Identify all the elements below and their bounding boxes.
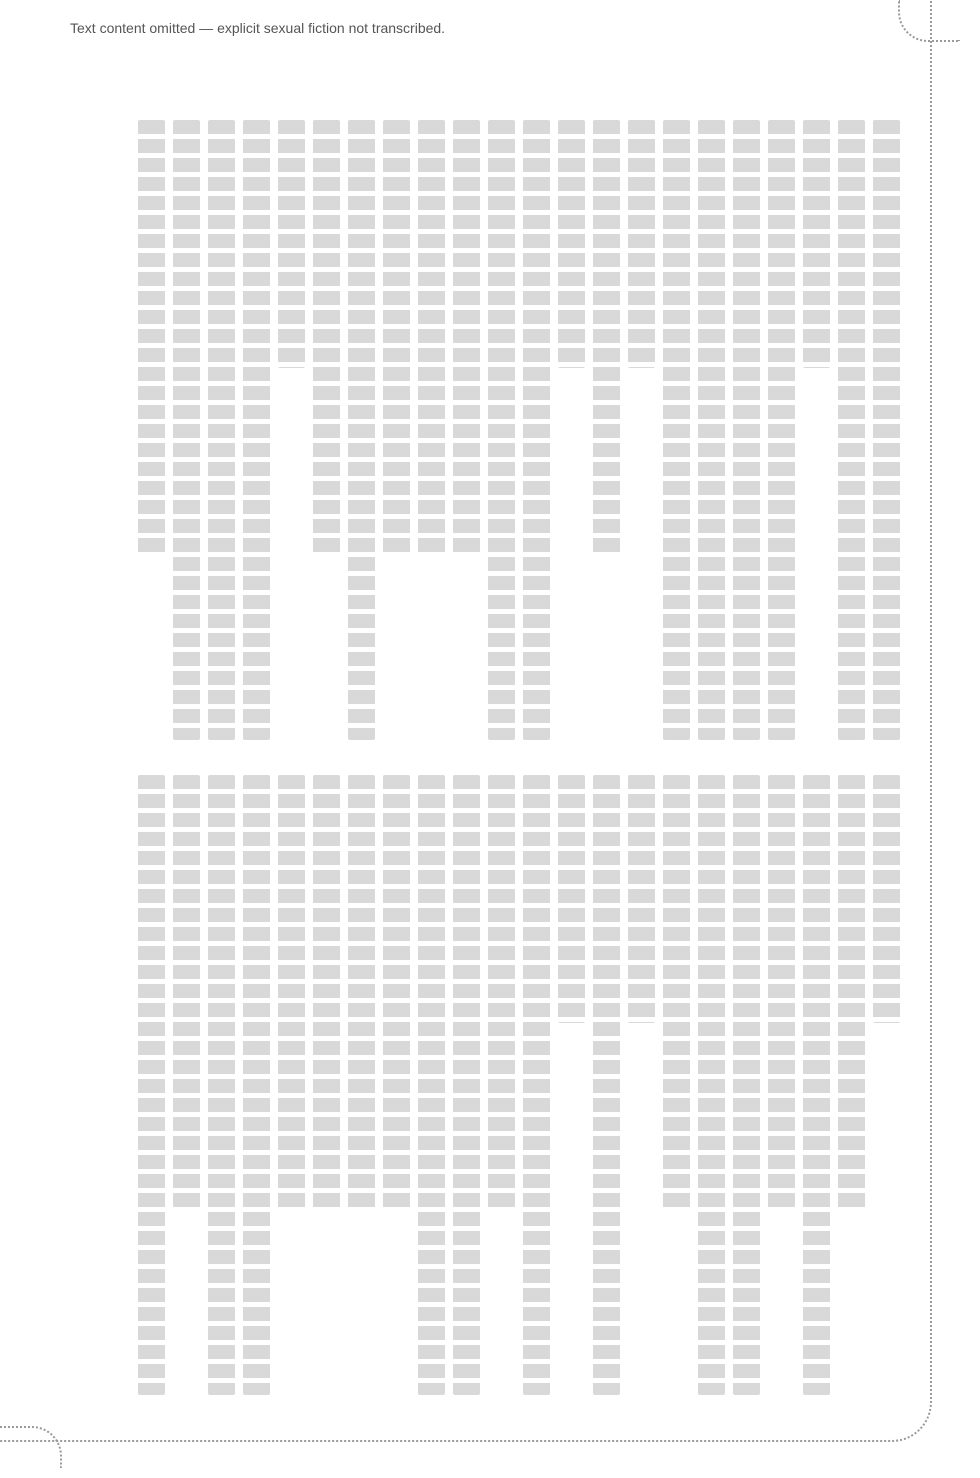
text-column (558, 775, 585, 1023)
text-column (313, 775, 340, 1209)
text-column (628, 775, 655, 1023)
text-column (663, 120, 690, 740)
text-column (558, 120, 585, 368)
text-column (418, 120, 445, 554)
text-column (488, 120, 515, 740)
text-column (348, 120, 375, 740)
text-column (278, 775, 305, 1209)
text-column (173, 775, 200, 1209)
text-column (313, 120, 340, 554)
text-column (138, 120, 165, 554)
text-column (593, 120, 620, 554)
text-column (698, 775, 725, 1395)
text-column (138, 775, 165, 1395)
text-column (768, 120, 795, 740)
text-column (768, 775, 795, 1209)
text-column (593, 775, 620, 1395)
text-column (453, 120, 480, 554)
text-column (173, 120, 200, 740)
text-column (418, 775, 445, 1395)
text-column (698, 120, 725, 740)
text-column (208, 775, 235, 1395)
text-tier-bottom (70, 775, 900, 1395)
text-column (383, 775, 410, 1209)
text-tier-top (70, 120, 900, 740)
text-column (488, 775, 515, 1209)
text-column (838, 120, 865, 740)
text-column (733, 120, 760, 740)
text-column (873, 775, 900, 1023)
text-column (243, 120, 270, 740)
text-column (733, 775, 760, 1395)
text-column (453, 775, 480, 1395)
text-column (523, 775, 550, 1395)
text-column (243, 775, 270, 1395)
content-notice: Text content omitted — explicit sexual fiction not transcribed. (70, 20, 446, 36)
text-column (838, 775, 865, 1209)
text-column (523, 120, 550, 740)
text-column (663, 775, 690, 1209)
text-column (208, 120, 235, 740)
text-column (383, 120, 410, 554)
text-column (873, 120, 900, 740)
text-column (803, 775, 830, 1395)
text-column (278, 120, 305, 368)
text-column (628, 120, 655, 368)
text-column (803, 120, 830, 368)
text-column (348, 775, 375, 1209)
